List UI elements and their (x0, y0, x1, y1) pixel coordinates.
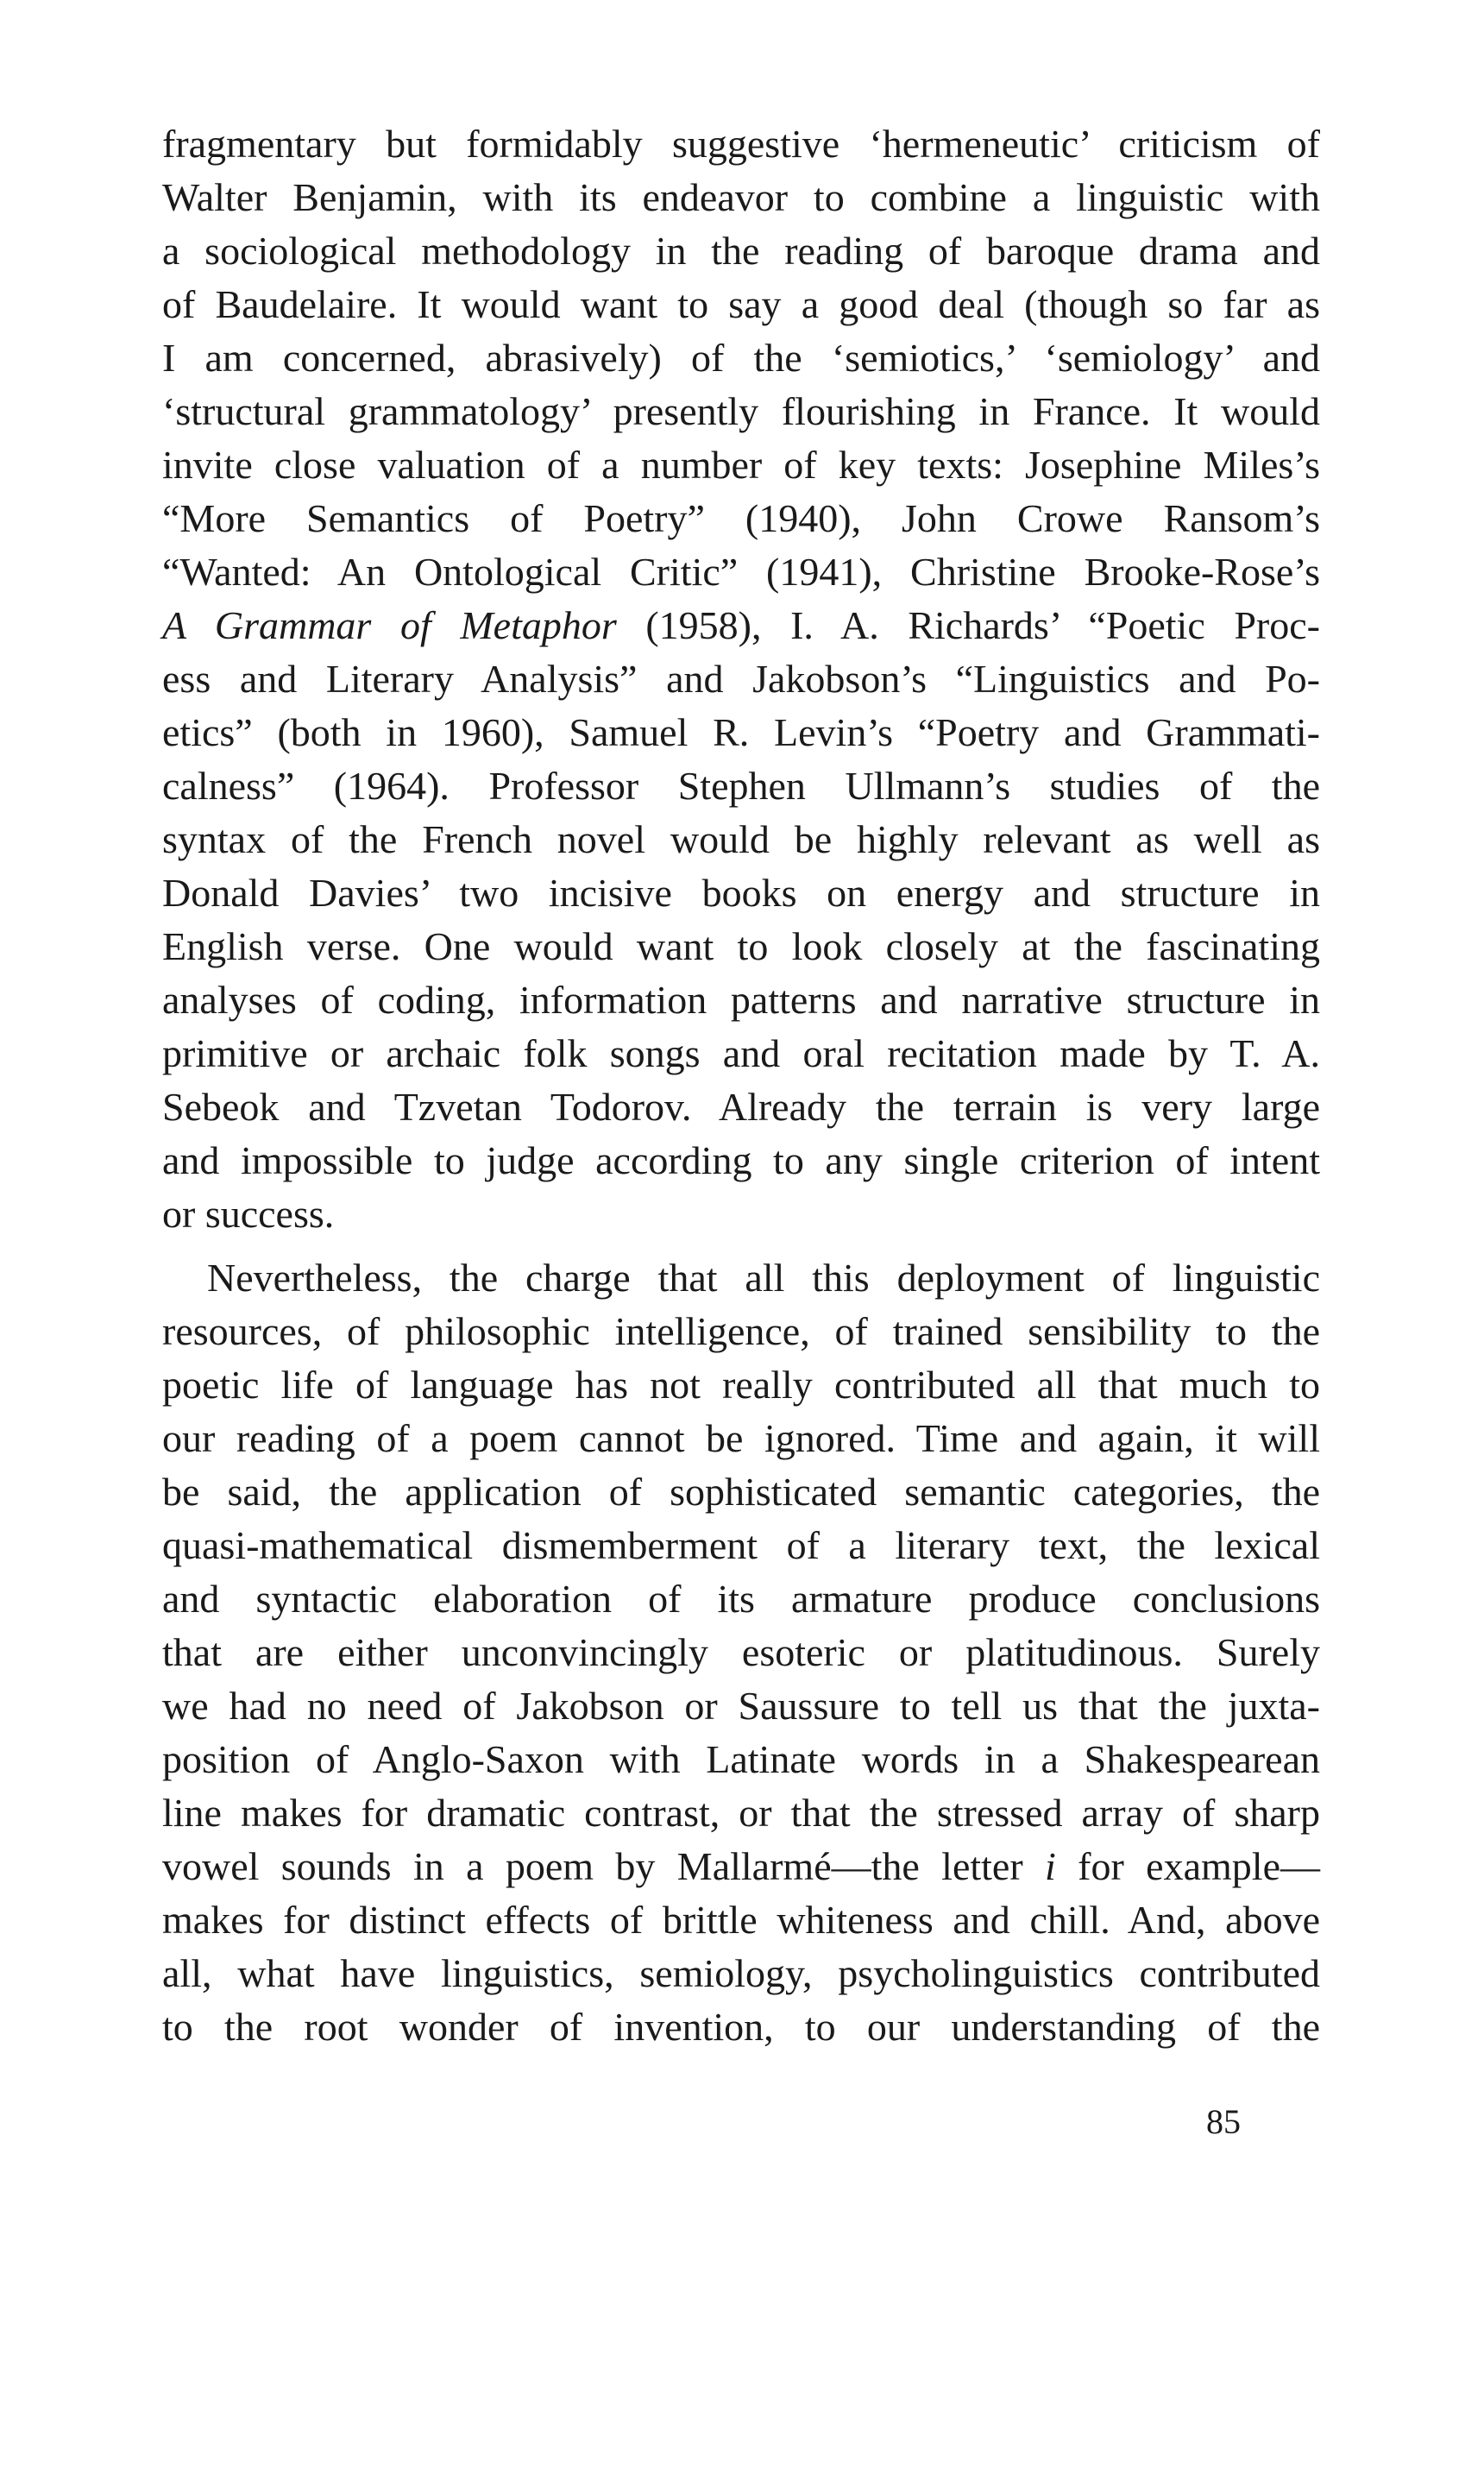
book-title-italic: A Grammar of Metaphor (162, 603, 617, 647)
text-line: poetic life of language has not really contributed all that much to (162, 1363, 1320, 1407)
text-line: Sebeok and Tzvetan Todorov. Already the terrain is very large (162, 1085, 1320, 1129)
text-line: Walter Benjamin, with its endeavor to combine a linguistic with (162, 175, 1320, 219)
text-line: calness” (1964). Professor Stephen Ullmann’s studies of the (162, 764, 1320, 808)
text-span: for example— (1055, 1844, 1320, 1888)
text-line: primitive or archaic folk songs and oral recitation made by T. A. (162, 1031, 1320, 1075)
text-line: analyses of coding, information patterns and narrative structure in (162, 978, 1320, 1022)
text-line: makes for distinct effects of brittle whiteness and chill. And, above (162, 1898, 1320, 1942)
text-line: our reading of a poem cannot be ignored. Time and again, it will (162, 1416, 1320, 1460)
text-line: we had no need of Jakobson or Saussure to tell us that the juxta- (162, 1684, 1320, 1728)
text-line: invite close valuation of a number of key texts: Josephine Miles’s (162, 443, 1320, 487)
text-line: fragmentary but formidably suggestive ‘hermeneutic’ criticism of (162, 122, 1320, 166)
text-line: English verse. One would want to look closely at the fascinating (162, 924, 1320, 968)
text-line: line makes for dramatic contrast, or that the stressed array of sharp (162, 1791, 1320, 1835)
text-line: that are either unconvincingly esoteric or platitudinous. Surely (162, 1630, 1320, 1674)
text-line: syntax of the French novel would be highly relevant as well as (162, 817, 1320, 861)
text-line: ‘structural grammatology’ presently flourishing in France. It would (162, 389, 1320, 433)
text-line: of Baudelaire. It would want to say a good deal (though so far as (162, 282, 1320, 326)
text-line (162, 1840, 1320, 1893)
text-line: Nevertheless, the charge that all this deployment of linguistic (207, 1256, 1320, 1300)
text-line: quasi-mathematical dismemberment of a literary text, the lexical (162, 1523, 1320, 1567)
text-line: “More Semantics of Poetry” (1940), John Crowe Ransom’s (162, 496, 1320, 540)
text-line: or success. (162, 1192, 335, 1236)
text-line (162, 599, 1320, 652)
text-line: “Wanted: An Ontological Critic” (1941), Christine Brooke-Rose’s (162, 550, 1320, 594)
text-line: ess and Literary Analysis” and Jakobson’s “Linguistics and Po- (162, 657, 1320, 701)
text-span: (1958), I. A. Richards’ “Poetic Proc- (616, 603, 1320, 647)
text-line: and impossible to judge according to any single criterion of intent (162, 1138, 1320, 1182)
text-line: position of Anglo-Saxon with Latinate words in a Shakespearean (162, 1737, 1320, 1781)
text-line: all, what have linguistics, semiology, psycholinguistics contributed (162, 1951, 1320, 1995)
text-line: and syntactic elaboration of its armature produce conclusions (162, 1577, 1320, 1621)
text-line: to the root wonder of invention, to our understanding of the (162, 2005, 1320, 2049)
text-line: resources, of philosophic intelligence, of trained sensibility to the (162, 1309, 1320, 1353)
text-span: vowel sounds in a poem by Mallarmé—the letter (162, 1844, 1046, 1888)
text-line: I am concerned, abrasively) of the ‘semiotics,’ ‘semiology’ and (162, 336, 1320, 380)
letter-italic: i (1045, 1844, 1056, 1888)
text-line: Donald Davies’ two incisive books on energy and structure in (162, 871, 1320, 915)
text-line: be said, the application of sophisticated semantic categories, the (162, 1470, 1320, 1514)
text-line: a sociological methodology in the reading of baroque drama and (162, 229, 1320, 273)
page-number: 85 (1206, 2102, 1241, 2141)
text-line: etics” (both in 1960), Samuel R. Levin’s “Poetry and Grammati- (162, 710, 1320, 754)
